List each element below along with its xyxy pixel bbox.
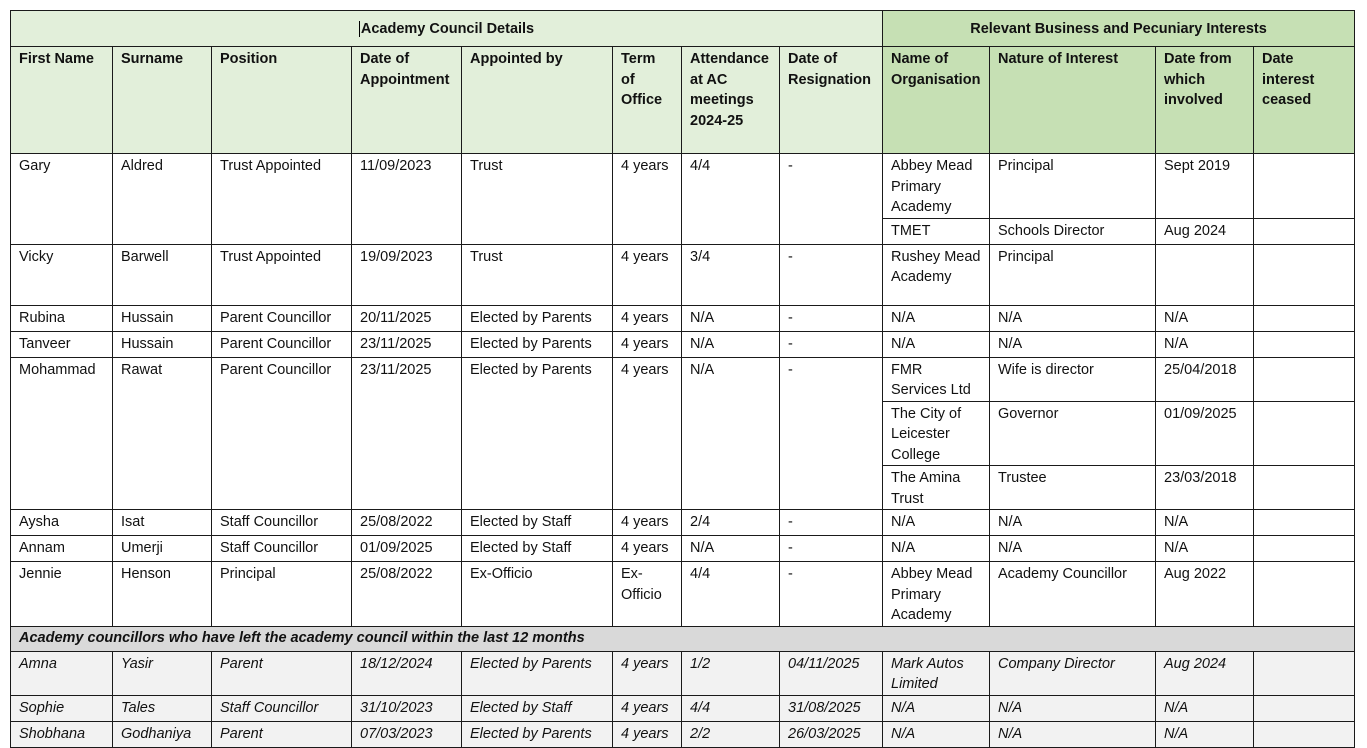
appointed-by-cell: Elected by Staff	[462, 510, 613, 536]
table-row	[11, 651, 1355, 695]
date-of-appointment-cell: 01/09/2025	[352, 536, 462, 562]
appointed-by-cell: Elected by Parents	[462, 331, 613, 357]
table-row	[11, 154, 1355, 219]
organisation-cell: N/A	[883, 721, 990, 747]
nature-of-interest-cell: N/A	[990, 305, 1156, 331]
date-ceased-cell	[1254, 695, 1355, 721]
appointed-by-cell: Elected by Parents	[462, 357, 613, 510]
date-of-appointment-cell: 25/08/2022	[352, 562, 462, 627]
council-table	[10, 10, 1355, 748]
term-of-office-cell: 4 years	[613, 154, 682, 245]
appointed-by-cell: Elected by Staff	[462, 695, 613, 721]
attendance-cell: 3/4	[682, 244, 780, 305]
surname-cell: Aldred	[113, 154, 212, 245]
nature-of-interest-cell: N/A	[990, 721, 1156, 747]
col-position: Position	[212, 47, 352, 154]
first-name-cell: Mohammad	[11, 357, 113, 510]
col-term-of-office: Term of Office	[613, 47, 682, 154]
nature-of-interest-cell: N/A	[990, 695, 1156, 721]
col-date-ceased: Date interest ceased	[1254, 47, 1355, 154]
date-of-appointment-cell: 31/10/2023	[352, 695, 462, 721]
organisation-cell: N/A	[883, 305, 990, 331]
attendance-cell: N/A	[682, 357, 780, 510]
table-row	[11, 331, 1355, 357]
first-name-cell: Annam	[11, 536, 113, 562]
date-from-cell: 01/09/2025	[1156, 401, 1254, 466]
date-ceased-cell	[1254, 466, 1355, 510]
organisation-cell: N/A	[883, 695, 990, 721]
date-of-resignation-cell: -	[780, 357, 883, 510]
date-ceased-cell	[1254, 154, 1355, 219]
organisation-cell: Rushey Mead Academy	[883, 244, 990, 305]
first-name-cell: Sophie	[11, 695, 113, 721]
date-of-appointment-cell: 23/11/2025	[352, 331, 462, 357]
term-of-office-cell: 4 years	[613, 536, 682, 562]
position-cell: Parent Councillor	[212, 357, 352, 510]
col-attendance: Attendance at AC meetings 2024-25	[682, 47, 780, 154]
first-name-cell: Tanveer	[11, 331, 113, 357]
date-of-resignation-cell: -	[780, 244, 883, 305]
left-members-section-title: Academy councillors who have left the academy council within the last 12 months	[11, 626, 1355, 651]
surname-cell: Barwell	[113, 244, 212, 305]
date-ceased-cell	[1254, 536, 1355, 562]
date-from-cell: N/A	[1156, 510, 1254, 536]
appointed-by-cell: Elected by Staff	[462, 536, 613, 562]
date-of-resignation-cell: 31/08/2025	[780, 695, 883, 721]
first-name-cell: Jennie	[11, 562, 113, 627]
col-date-of-appointment: Date of Appointment	[352, 47, 462, 154]
date-of-resignation-cell: -	[780, 536, 883, 562]
date-from-cell: Sept 2019	[1156, 154, 1254, 219]
organisation-cell: FMR Services Ltd	[883, 357, 990, 401]
date-of-appointment-cell: 23/11/2025	[352, 357, 462, 510]
nature-of-interest-cell: N/A	[990, 536, 1156, 562]
attendance-cell: N/A	[682, 305, 780, 331]
table-row	[11, 305, 1355, 331]
first-name-cell: Rubina	[11, 305, 113, 331]
term-of-office-cell: 4 years	[613, 651, 682, 695]
attendance-cell: 4/4	[682, 562, 780, 627]
term-of-office-cell: 4 years	[613, 695, 682, 721]
term-of-office-cell: 4 years	[613, 510, 682, 536]
nature-of-interest-cell: Governor	[990, 401, 1156, 466]
col-nature-of-interest: Nature of Interest	[990, 47, 1156, 154]
col-organisation: Name of Organisation	[883, 47, 990, 154]
date-from-cell: N/A	[1156, 536, 1254, 562]
council-details-heading: Academy Council Details	[11, 11, 883, 47]
appointed-by-cell: Elected by Parents	[462, 305, 613, 331]
date-from-cell: N/A	[1156, 305, 1254, 331]
first-name-cell: Gary	[11, 154, 113, 245]
date-of-resignation-cell: -	[780, 510, 883, 536]
date-of-resignation-cell: -	[780, 562, 883, 627]
term-of-office-cell: 4 years	[613, 305, 682, 331]
organisation-cell: The City of Leicester College	[883, 401, 990, 466]
date-of-resignation-cell: -	[780, 331, 883, 357]
organisation-cell: N/A	[883, 536, 990, 562]
term-of-office-cell: 4 years	[613, 721, 682, 747]
date-of-appointment-cell: 11/09/2023	[352, 154, 462, 245]
date-of-resignation-cell: 04/11/2025	[780, 651, 883, 695]
nature-of-interest-cell: Wife is director	[990, 357, 1156, 401]
date-ceased-cell	[1254, 305, 1355, 331]
table-row	[11, 721, 1355, 747]
date-from-cell	[1156, 244, 1254, 305]
nature-of-interest-cell: Academy Councillor	[990, 562, 1156, 627]
date-of-resignation-cell: -	[780, 154, 883, 245]
appointed-by-cell: Ex-Officio	[462, 562, 613, 627]
term-of-office-cell: 4 years	[613, 331, 682, 357]
position-cell: Staff Councillor	[212, 695, 352, 721]
date-from-cell: N/A	[1156, 721, 1254, 747]
date-ceased-cell	[1254, 721, 1355, 747]
first-name-cell: Amna	[11, 651, 113, 695]
date-ceased-cell	[1254, 357, 1355, 401]
organisation-cell: N/A	[883, 331, 990, 357]
attendance-cell: 1/2	[682, 651, 780, 695]
date-of-appointment-cell: 20/11/2025	[352, 305, 462, 331]
column-header-row	[11, 47, 1355, 154]
interests-heading: Relevant Business and Pecuniary Interests	[883, 11, 1355, 47]
surname-cell: Henson	[113, 562, 212, 627]
surname-cell: Umerji	[113, 536, 212, 562]
attendance-cell: N/A	[682, 331, 780, 357]
table-row	[11, 244, 1355, 305]
nature-of-interest-cell: Principal	[990, 154, 1156, 219]
nature-of-interest-cell: N/A	[990, 510, 1156, 536]
attendance-cell: 2/2	[682, 721, 780, 747]
appointed-by-cell: Elected by Parents	[462, 721, 613, 747]
date-from-cell: Aug 2024	[1156, 218, 1254, 244]
date-ceased-cell	[1254, 401, 1355, 466]
first-name-cell: Aysha	[11, 510, 113, 536]
date-ceased-cell	[1254, 218, 1355, 244]
table-row	[11, 562, 1355, 627]
organisation-cell: Mark Autos Limited	[883, 651, 990, 695]
appointed-by-cell: Trust	[462, 244, 613, 305]
position-cell: Staff Councillor	[212, 510, 352, 536]
nature-of-interest-cell: N/A	[990, 331, 1156, 357]
date-ceased-cell	[1254, 651, 1355, 695]
date-from-cell: Aug 2024	[1156, 651, 1254, 695]
date-ceased-cell	[1254, 562, 1355, 627]
col-surname: Surname	[113, 47, 212, 154]
date-of-appointment-cell: 25/08/2022	[352, 510, 462, 536]
position-cell: Trust Appointed	[212, 244, 352, 305]
surname-cell: Yasir	[113, 651, 212, 695]
appointed-by-cell: Elected by Parents	[462, 651, 613, 695]
nature-of-interest-cell: Trustee	[990, 466, 1156, 510]
organisation-cell: The Amina Trust	[883, 466, 990, 510]
position-cell: Parent	[212, 651, 352, 695]
table-row	[11, 510, 1355, 536]
surname-cell: Godhaniya	[113, 721, 212, 747]
date-ceased-cell	[1254, 244, 1355, 305]
left-members-section-row	[11, 626, 1355, 651]
term-of-office-cell: 4 years	[613, 244, 682, 305]
date-from-cell: N/A	[1156, 695, 1254, 721]
date-of-resignation-cell: 26/03/2025	[780, 721, 883, 747]
surname-cell: Hussain	[113, 305, 212, 331]
nature-of-interest-cell: Schools Director	[990, 218, 1156, 244]
attendance-cell: 4/4	[682, 154, 780, 245]
first-name-cell: Vicky	[11, 244, 113, 305]
date-from-cell: Aug 2022	[1156, 562, 1254, 627]
position-cell: Principal	[212, 562, 352, 627]
date-of-appointment-cell: 07/03/2023	[352, 721, 462, 747]
organisation-cell: N/A	[883, 510, 990, 536]
date-of-appointment-cell: 19/09/2023	[352, 244, 462, 305]
date-of-resignation-cell: -	[780, 305, 883, 331]
col-first-name: First Name	[11, 47, 113, 154]
date-from-cell: 25/04/2018	[1156, 357, 1254, 401]
term-of-office-cell: Ex-Officio	[613, 562, 682, 627]
position-cell: Staff Councillor	[212, 536, 352, 562]
organisation-cell: Abbey Mead Primary Academy	[883, 154, 990, 219]
date-ceased-cell	[1254, 510, 1355, 536]
surname-cell: Rawat	[113, 357, 212, 510]
date-from-cell: 23/03/2018	[1156, 466, 1254, 510]
surname-cell: Tales	[113, 695, 212, 721]
date-from-cell: N/A	[1156, 331, 1254, 357]
term-of-office-cell: 4 years	[613, 357, 682, 510]
surname-cell: Isat	[113, 510, 212, 536]
table-row	[11, 536, 1355, 562]
col-date-from: Date from which involved	[1156, 47, 1254, 154]
nature-of-interest-cell: Company Director	[990, 651, 1156, 695]
table-row	[11, 695, 1355, 721]
first-name-cell: Shobhana	[11, 721, 113, 747]
surname-cell: Hussain	[113, 331, 212, 357]
attendance-cell: 4/4	[682, 695, 780, 721]
organisation-cell: TMET	[883, 218, 990, 244]
col-appointed-by: Appointed by	[462, 47, 613, 154]
nature-of-interest-cell: Principal	[990, 244, 1156, 305]
position-cell: Parent Councillor	[212, 305, 352, 331]
date-of-appointment-cell: 18/12/2024	[352, 651, 462, 695]
organisation-cell: Abbey Mead Primary Academy	[883, 562, 990, 627]
position-cell: Parent Councillor	[212, 331, 352, 357]
col-date-of-resignation: Date of Resignation	[780, 47, 883, 154]
position-cell: Parent	[212, 721, 352, 747]
appointed-by-cell: Trust	[462, 154, 613, 245]
date-ceased-cell	[1254, 331, 1355, 357]
attendance-cell: N/A	[682, 536, 780, 562]
position-cell: Trust Appointed	[212, 154, 352, 245]
table-row	[11, 357, 1355, 401]
attendance-cell: 2/4	[682, 510, 780, 536]
